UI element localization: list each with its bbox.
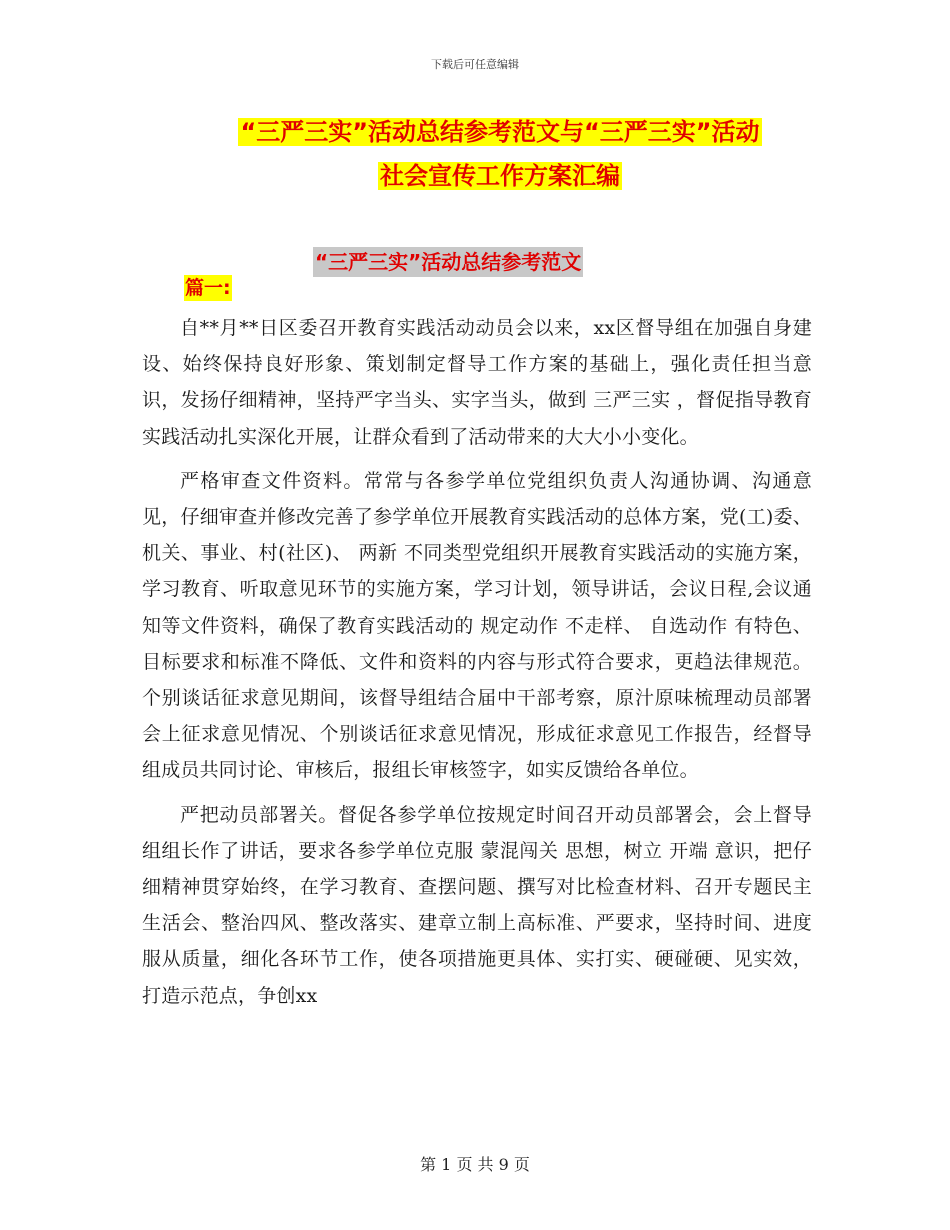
paragraph: 严格审查文件资料。常常与各参学单位党组织负责人沟通协调、沟通意见，仔细审查并修改完善了参学单位开展教育实践活动的总体方案，党(工)委、机关、事业、村(社区)、 两新 不同类型党组织开展教育实践活动的实施方案，学习教育、听取意见环节的实施方案，学习计划，领导讲话，会议日程,会议通知等文件资料，确保了教育实践活动的 规定动作 不走样、 自选动作 有特色、目标要求和标准不降低、文件和资料的内容与形式符合要求，更趋法律规范。个别谈话征求意见期间，该督导组结合届中干部考察，原汁原味梳理动员部署会上征求意见情况、个别谈话征求意见情况，形成征求意见工作报告，经督导组成员共同讨论、审核后，报组长审核签字，如实反馈给各单位。 [142, 469, 812, 782]
header-note: 下载后可任意编辑 [431, 58, 519, 71]
body-text [142, 310, 812, 1022]
paragraph: 自**月**日区委召开教育实践活动动员会以来，xx区督导组在加强自身建设、始终保持良好形象、策划制定督导工作方案的基础上，强化责任担当意识，发扬仔细精神，坚持严字当头、实字当头，做到 三严三实 ，督促指导教育实践活动扎实深化开展，让群众看到了活动带来的大大小小变化。 [142, 317, 812, 448]
document-title [190, 110, 810, 198]
part-label: 篇一: [185, 277, 231, 299]
document-title-line-2: 社会宣传工作方案汇编 [380, 162, 620, 190]
page-footer: 第 1 页 共 9 页 [420, 1155, 530, 1174]
paragraph: 严把动员部署关。督促各参学单位按规定时间召开动员部署会，会上督导组组长作了讲话，要求各参学单位克服 蒙混闯关 思想，树立 开端 意识，把仔细精神贯穿始终，在学习教育、查摆问题、撰写对比检查材料、召开专题民主生活会、整治四风、整改落实、建章立制上高标准、严要求，坚持时间、进度服从质量，细化各环节工作，使各项措施更具体、实打实、硬碰硬、见实效，打造示范点，争创xx [142, 803, 812, 1007]
document-title-line-1: “三严三实”活动总结参考范文与“三严三实”活动 [240, 118, 760, 146]
section-title: “三严三实”活动总结参考范文 [313, 247, 583, 277]
